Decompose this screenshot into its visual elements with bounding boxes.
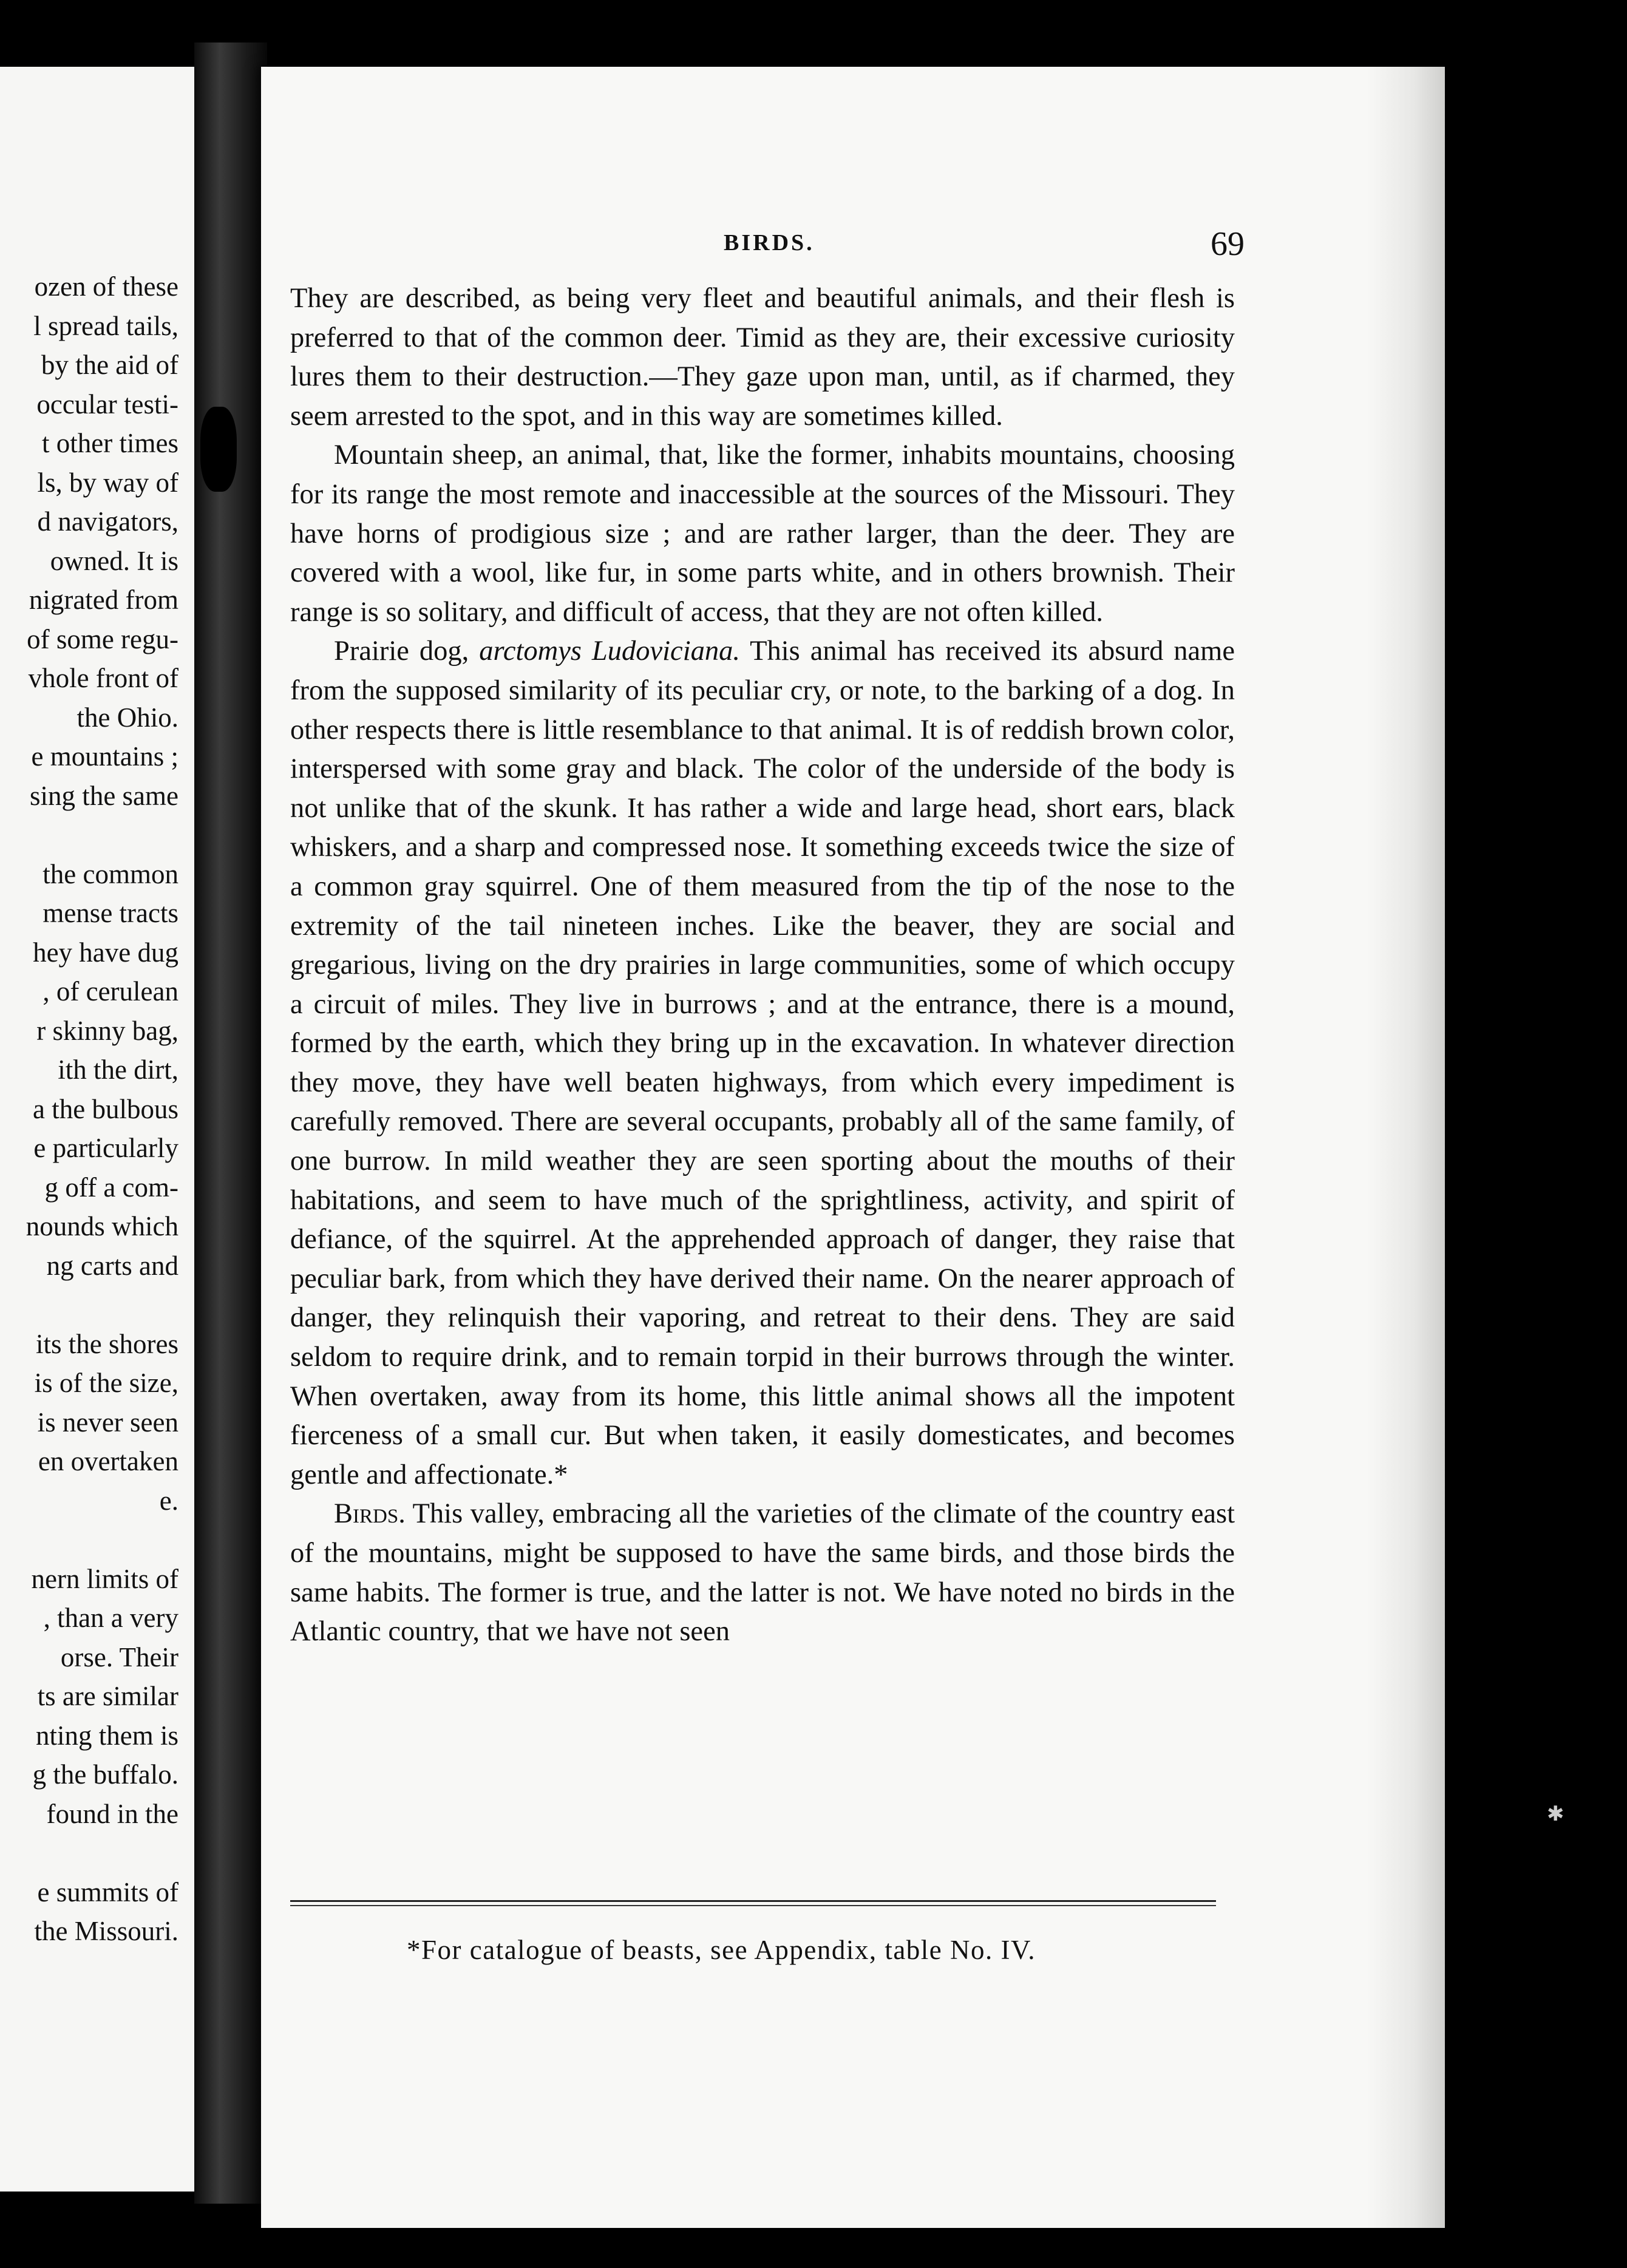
species-name: arctomys Ludoviciana. <box>479 636 740 667</box>
left-page-line: r skinny bag, <box>36 1015 178 1046</box>
footnote-rule-thin <box>290 1905 1216 1906</box>
left-page-line: ts are similar <box>37 1681 178 1711</box>
gutter-shadow <box>200 407 237 492</box>
left-page-line: mense tracts <box>42 898 178 928</box>
left-page-line: by the aid of <box>41 350 178 380</box>
birds-text: This valley, embracing all the varieties of the climate of the country east of the mountains, might be supposed to have the same birds, and those birds the same habits. The former is true, and the latter is not. We have noted no birds in the Atlantic country, that we have not seen <box>290 1498 1235 1648</box>
left-page-line: e. <box>159 1485 178 1516</box>
left-page-blank-line <box>0 1285 178 1325</box>
left-page-line: the Missouri. <box>34 1916 178 1946</box>
prairie-dog-text: This animal has received its absurd name from the supposed similarity of its peculiar cry, or note, to the barking of a dog. In other respects there is little resemblance to that animal. It is of reddish brown color, interspersed with some gray and black. The color of the underside of the body is not unlike that of the skunk. It has rather a wide and large head, short ears, black whiskers, and a sharp and compressed nose. It something exceeds twice the size of a common gray squirrel. One of them measured from the tip of the nose to the extremity of the tail nineteen inches. Like the beaver, they are social and gregarious, living on the dry prairies in large communities, some of which occupy a circuit of miles. They live in burrows ; and at the entrance, there is a mound, formed by the earth, which they bring up in the excavation. In whatever direction they move, they have well beaten highways, from which every impediment is carefully removed. There are several occupants, probably all of the same family, of one burrow. In mild weather they are seen sporting about the mouths of their habitations, and seem to have much of the sprightliness, activity, and spirit of defiance, of the squirrel. At the apprehended approach of danger, they raise that peculiar bark, from which they have derived their name. On the nearer approach of danger, they relinquish their vaporing, and retreat to their dens. They are said seldom to require drink, and to remain torpid in their burrows through the winter. When overtaken, away from its home, this little animal shows all the impotent fierceness of a small cur. But when taken, it easily domesticates, and becomes gentle and affectionate.* <box>290 636 1235 1490</box>
left-page-line: nern limits of <box>31 1563 178 1594</box>
left-page-line: the common <box>42 858 178 889</box>
left-page-line: e particularly <box>33 1133 178 1163</box>
footnote-rule <box>290 1900 1216 1902</box>
left-page-line: ith the dirt, <box>58 1054 178 1085</box>
body-text <box>290 279 1235 1652</box>
left-page-line: g the buffalo. <box>32 1759 178 1790</box>
footnote: *For catalogue of beasts, see Appendix, table No. IV. <box>407 1935 1036 1965</box>
left-page-line: en overtaken <box>38 1446 178 1476</box>
left-page-blank-line <box>0 1520 178 1560</box>
left-page-line: nigrated from <box>29 585 178 615</box>
left-page-blank-line <box>0 1833 178 1873</box>
paragraph-prairie-dog <box>290 632 1235 1495</box>
left-page-line: orse. Their <box>60 1642 178 1672</box>
left-page-line: t other times <box>42 428 178 458</box>
right-page-edge <box>1366 67 1445 2228</box>
running-head: BIRDS. <box>724 230 815 256</box>
paragraph-deer: They are described, as being very fleet and beautiful animals, and their flesh is preferred to that of the common deer. Timid as they are, their excessive curiosity lures them to their destruction.—They gaze upon man, until, as if charmed, they seem arrested to the spot, and in this way are sometimes killed. <box>290 283 1235 432</box>
prairie-dog-lead: Prairie dog, <box>334 636 469 667</box>
birds-heading: Birds. <box>334 1498 406 1530</box>
left-page-line: , of cerulean <box>42 976 178 1007</box>
left-page-line: nounds which <box>25 1211 178 1241</box>
left-page-line: its the shores <box>36 1328 178 1359</box>
left-page-line: ng carts and <box>46 1250 178 1281</box>
page-header <box>716 225 1245 265</box>
left-page-line: vhole front of <box>28 663 178 693</box>
left-page-blank-line <box>0 815 178 855</box>
paragraph-birds <box>290 1495 1235 1651</box>
left-page-line: nting them is <box>36 1720 178 1751</box>
left-page-line: a the bulbous <box>33 1093 178 1124</box>
book-gutter <box>194 42 267 2204</box>
left-page-text <box>0 267 178 1951</box>
left-page-line: ls, by way of <box>37 467 178 498</box>
left-page-line: e summits of <box>37 1876 178 1907</box>
left-page-line: sing the same <box>30 780 178 811</box>
left-page-line: owned. It is <box>50 545 178 576</box>
scan-speck: ✱ <box>1547 1802 1564 1826</box>
left-page-line: occular testi- <box>36 389 178 419</box>
left-page-line: of some regu- <box>27 623 178 654</box>
left-page-line: found in the <box>46 1798 178 1829</box>
left-page-line: e mountains ; <box>31 741 178 772</box>
left-page-line: ozen of these <box>34 271 178 302</box>
left-page-line: d navigators, <box>37 506 178 537</box>
page-number: 69 <box>1211 225 1245 263</box>
paragraph-mountain-sheep: Mountain sheep, an animal, that, like the former, inhabits mountains, choosing for its range the most remote and inaccessible at the sources of the Missouri. They have horns of prodigious size ; and are rather larger, than the deer. They are covered with a wool, like fur, in some parts white, and in others brownish. Their range is so solitary, and difficult of access, that they are not often killed. <box>290 440 1235 628</box>
left-page-line: g off a com- <box>44 1172 178 1203</box>
left-page-line: is never seen <box>37 1407 178 1438</box>
left-page-line: is of the size, <box>34 1368 178 1398</box>
left-page-line: the Ohio. <box>76 702 178 733</box>
left-page <box>0 67 200 2192</box>
left-page-line: l spread tails, <box>33 310 178 341</box>
left-page-line: hey have dug <box>33 937 178 968</box>
left-page-line: , than a very <box>43 1603 178 1633</box>
